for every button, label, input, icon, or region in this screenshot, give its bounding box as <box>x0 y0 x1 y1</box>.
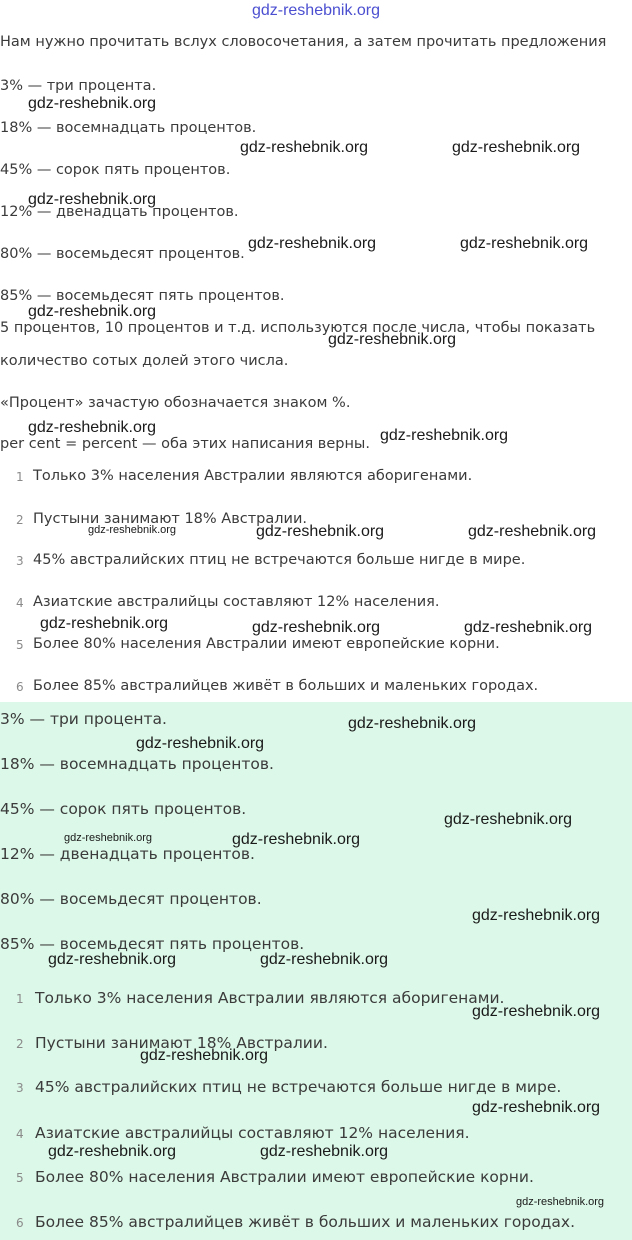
answer-sentence-text: Более 85% австралийцев живёт в больших и маленьких городах. <box>35 1213 575 1231</box>
sentence-text: 45% австралийских птиц не встречаются больше нигде в мире. <box>33 552 526 568</box>
note-line-2: количество сотых долей этого числа. <box>0 353 289 369</box>
watermark: gdz-reshebnik.org <box>348 715 477 732</box>
instruction-text: Нам нужно прочитать вслух словосочетания, а затем прочитать предложения <box>0 34 607 50</box>
answer-sentence-text: Пустыни занимают 18% Австралии. <box>35 1034 328 1052</box>
watermark: gdz-reshebnik.org <box>252 619 381 636</box>
note-sign: «Процент» зачастую обозначается знаком %. <box>0 395 351 411</box>
answer-phrase-1: 3% — три процента. <box>0 710 167 728</box>
sentence-text: Пустыни занимают 18% Австралии. <box>33 511 307 527</box>
phrase-3: 45% — сорок пять процентов. <box>0 162 231 178</box>
answer-sentence-number: 2 <box>16 1037 24 1051</box>
watermark: gdz-reshebnik.org <box>328 331 457 348</box>
watermark: gdz-reshebnik.org <box>40 615 169 632</box>
answer-sentence-text: Более 80% населения Австралии имеют европейские корни. <box>35 1168 534 1186</box>
sentence-text: Более 85% австралийцев живёт в больших и маленьких городах. <box>33 678 539 694</box>
sentence-number: 5 <box>16 638 24 652</box>
answer-sentence-number: 4 <box>16 1127 24 1141</box>
watermark: gdz-reshebnik.org <box>444 811 573 828</box>
phrase-5: 80% — восемьдесят процентов. <box>0 246 245 262</box>
watermark: gdz-reshebnik.org <box>28 191 157 208</box>
phrase-1: 3% — три процента. <box>0 78 157 94</box>
answer-phrase-2: 18% — восемнадцать процентов. <box>0 755 274 773</box>
watermark: gdz-reshebnik.org <box>452 139 581 156</box>
watermark: gdz-reshebnik.org <box>248 235 377 252</box>
phrase-6: 85% — восемьдесят пять процентов. <box>0 288 285 304</box>
sentence-number: 4 <box>16 596 24 610</box>
answer-phrase-4: 12% — двенадцать процентов. <box>0 845 255 863</box>
sentence-number: 2 <box>16 513 24 527</box>
watermark: gdz-reshebnik.org <box>468 523 597 540</box>
watermark: gdz-reshebnik.org <box>472 1003 601 1020</box>
watermark: gdz-reshebnik.org <box>88 524 177 536</box>
answer-sentence-number: 5 <box>16 1171 24 1185</box>
watermark: gdz-reshebnik.org <box>136 735 265 752</box>
site-link[interactable]: gdz-reshebnik.org <box>251 2 381 19</box>
sentence-text: Более 80% населения Австралии имеют европейские корни. <box>33 636 500 652</box>
watermark: gdz-reshebnik.org <box>232 831 361 848</box>
note-line-1: 5 процентов, 10 процентов и т.д. используются после числа, чтобы показать <box>0 320 596 336</box>
watermark: gdz-reshebnik.org <box>64 832 153 844</box>
phrase-4: 12% — двенадцать процентов. <box>0 204 239 220</box>
answer-sentence-number: 3 <box>16 1081 24 1095</box>
watermark: gdz-reshebnik.org <box>260 951 389 968</box>
answer-phrase-3: 45% — сорок пять процентов. <box>0 800 247 818</box>
watermark: gdz-reshebnik.org <box>380 427 509 444</box>
answer-sentence-number: 6 <box>16 1216 24 1230</box>
watermark: gdz-reshebnik.org <box>464 619 593 636</box>
watermark: gdz-reshebnik.org <box>256 523 385 540</box>
answer-sentence-text: Только 3% населения Австралии являются аборигенами. <box>35 989 505 1007</box>
answer-sentence-text: Азиатские австралийцы составляют 12% населения. <box>35 1124 470 1142</box>
note-spelling: per cent = percent — оба этих написания верны. <box>0 436 370 452</box>
answer-sentence-number: 1 <box>16 992 24 1006</box>
answer-phrase-6: 85% — восемьдесят пять процентов. <box>0 935 305 953</box>
watermark: gdz-reshebnik.org <box>516 1196 605 1208</box>
answer-sentence-text: 45% австралийских птиц не встречаются больше нигде в мире. <box>35 1078 562 1096</box>
watermark: gdz-reshebnik.org <box>472 907 601 924</box>
watermark: gdz-reshebnik.org <box>28 419 157 436</box>
watermark: gdz-reshebnik.org <box>28 95 157 112</box>
sentence-text: Только 3% населения Австралии являются аборигенами. <box>33 468 473 484</box>
watermark: gdz-reshebnik.org <box>48 1143 177 1160</box>
sentence-number: 6 <box>16 680 24 694</box>
sentence-text: Азиатские австралийцы составляют 12% населения. <box>33 594 440 610</box>
answer-phrase-5: 80% — восемьдесят процентов. <box>0 890 262 908</box>
watermark: gdz-reshebnik.org <box>28 303 157 320</box>
watermark: gdz-reshebnik.org <box>48 951 177 968</box>
watermark: gdz-reshebnik.org <box>260 1143 389 1160</box>
phrase-2: 18% — восемнадцать процентов. <box>0 120 257 136</box>
watermark: gdz-reshebnik.org <box>472 1099 601 1116</box>
watermark: gdz-reshebnik.org <box>140 1047 269 1064</box>
watermark: gdz-reshebnik.org <box>460 235 589 252</box>
watermark: gdz-reshebnik.org <box>240 139 369 156</box>
sentence-number: 3 <box>16 554 24 568</box>
sentence-number: 1 <box>16 470 24 484</box>
